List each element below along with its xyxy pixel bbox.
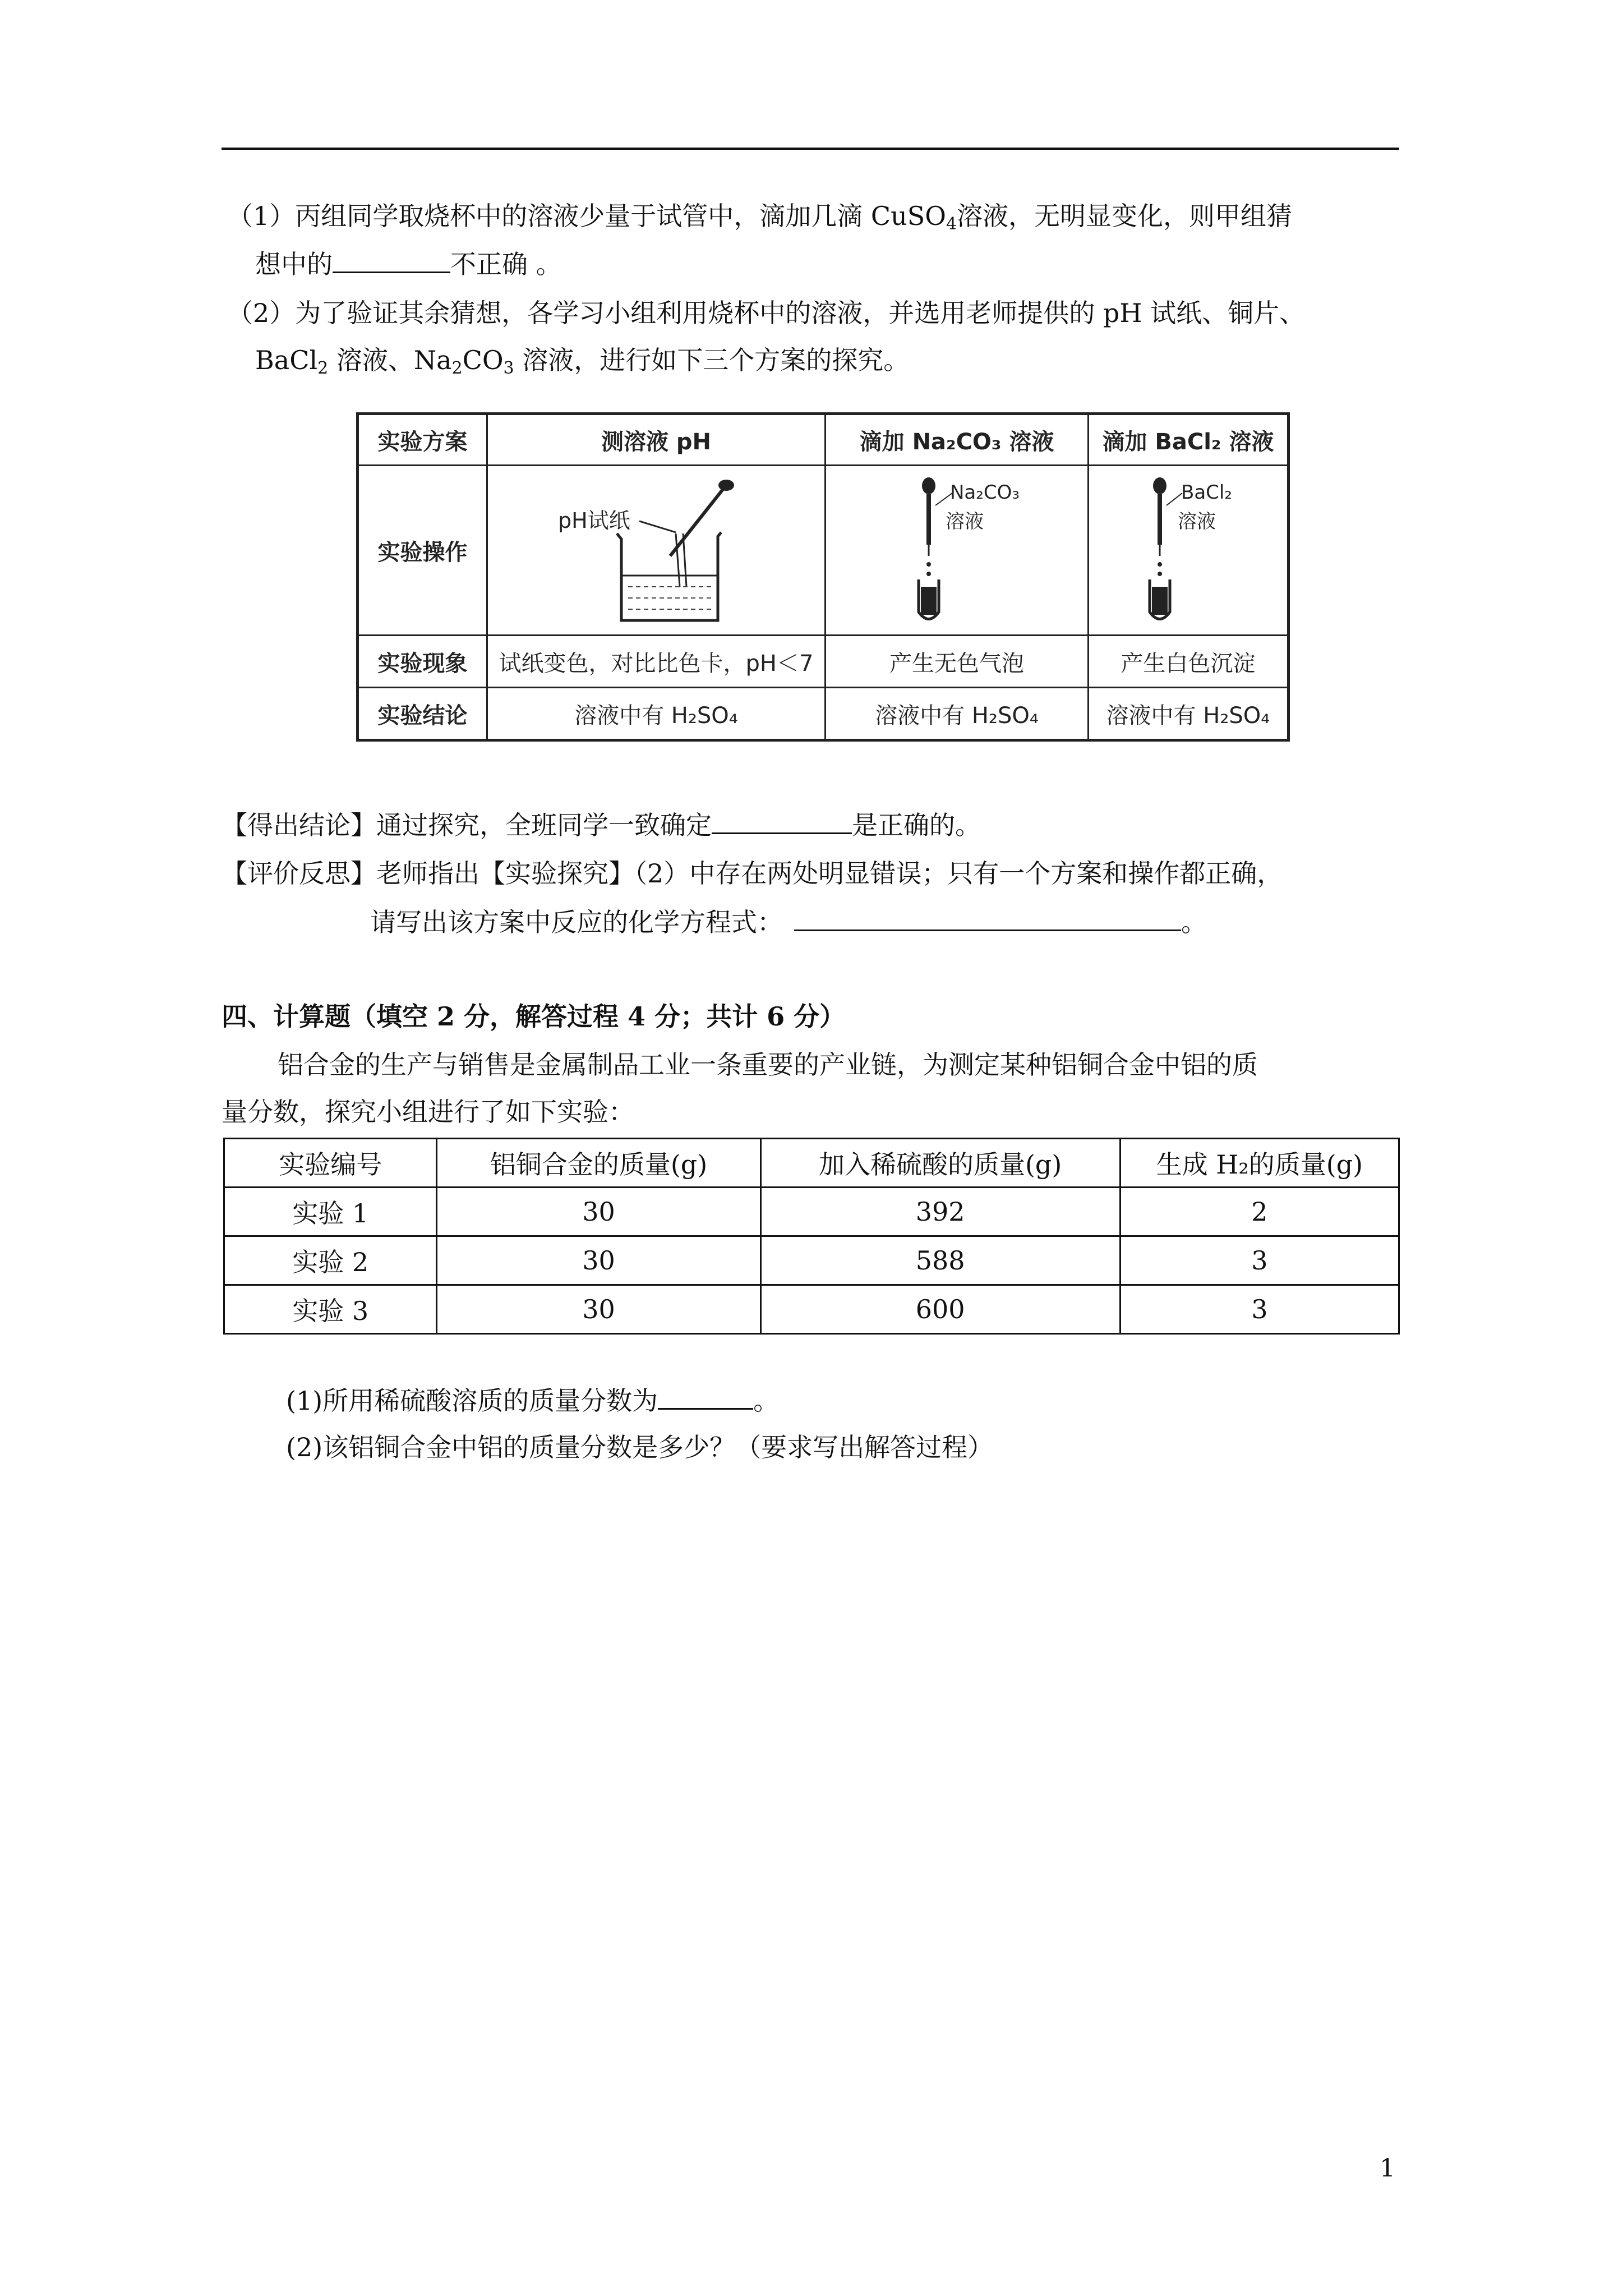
calc-question-2: (2)该铝铜合金中铝的质量分数是多少？（要求写出解答过程）: [286, 1432, 994, 1462]
data-cell: 588: [760, 1236, 1120, 1285]
na2co3-illustration-cell: [826, 466, 1089, 636]
table-row: [224, 1188, 1399, 1236]
q1-line2-post: 不正确 。: [450, 249, 562, 279]
experiment-table: [356, 412, 1290, 735]
experiment-operation-row: [358, 466, 1289, 636]
exp-conclusion-cell: 溶液中有 H₂SO₄: [487, 688, 825, 740]
data-header-row: [224, 1139, 1399, 1188]
na2co3-label: Na₂CO₃: [950, 481, 1020, 504]
answer-blank-equation[interactable]: [794, 905, 1181, 931]
bacl2-illustration-cell: [1088, 466, 1288, 636]
experiment-header-row: [358, 414, 1289, 466]
q2-sub3: 3: [503, 358, 514, 378]
dropper-test-tube-icon: [1126, 472, 1249, 629]
data-cell: 3: [1120, 1285, 1399, 1334]
ph-paper-label: pH试纸: [557, 508, 630, 533]
exp-header-cell: 测溶液 pH: [487, 414, 825, 466]
q2-co: CO: [462, 345, 504, 375]
data-cell: 30: [437, 1188, 760, 1236]
reflection-post: 。: [1181, 907, 1207, 937]
q2-tail: 溶液，进行如下三个方案的探究。: [514, 345, 910, 375]
answer-blank-3[interactable]: [658, 1383, 753, 1410]
table-row: [224, 1285, 1399, 1334]
beaker-illustration-cell: [487, 466, 825, 636]
data-cell: 30: [437, 1236, 760, 1285]
exp-header-cell: 滴加 BaCl₂ 溶液: [1088, 414, 1288, 466]
q1-line2-pre: 想中的: [255, 249, 333, 279]
data-header-cell: 铝铜合金的质量(g): [437, 1139, 760, 1188]
q2-line2: [255, 343, 909, 385]
q2-bacl: BaCl: [255, 345, 318, 375]
exp-conclusion-cell: 溶液中有 H₂SO₄: [1088, 688, 1288, 740]
exp-header-cell: 滴加 Na₂CO₃ 溶液: [826, 414, 1089, 466]
q2-sub2: 2: [451, 358, 463, 378]
exp-conclusion-cell: 溶液中有 H₂SO₄: [826, 688, 1089, 740]
exp-phenomenon-cell: 试纸变色，对比比色卡，pH＜7: [487, 636, 825, 688]
calc-q1-post: 。: [753, 1386, 780, 1416]
conclusion-post: 是正确的。: [852, 810, 981, 840]
reflection-pre: 请写出该方案中反应的化学方程式：: [370, 907, 783, 937]
na2co3-solution-label: 溶液: [946, 510, 984, 533]
conclusion-pre: 【得出结论】通过探究，全班同学一致确定: [222, 810, 712, 840]
data-header-cell: 生成 H₂的质量(g): [1120, 1139, 1399, 1188]
calc-question-1: [286, 1383, 779, 1418]
data-cell: 实验 3: [224, 1285, 437, 1334]
section4-title: 四、计算题（填空 2 分，解答过程 4 分；共计 6 分）: [222, 1001, 846, 1032]
q1-line1-tail: 溶液，无明显变化，则甲组猜: [957, 201, 1293, 231]
experiment-conclusion-row: [358, 688, 1289, 740]
conclusion-line: [222, 808, 981, 842]
bacl2-solution-label: 溶液: [1178, 510, 1216, 533]
q2-line1: （2）为了验证其余猜想，各学习小组利用烧杯中的溶液，并选用老师提供的 pH 试纸、铜片、: [227, 298, 1306, 328]
reflection-line2: [370, 905, 1207, 939]
exp-operation-label: 实验操作: [358, 466, 487, 636]
data-cell: 实验 2: [224, 1236, 437, 1285]
data-cell: 30: [437, 1285, 760, 1334]
q1-line1-text: （1）丙组同学取烧杯中的溶液少量于试管中，滴加几滴 CuSO: [227, 201, 946, 231]
data-cell: 600: [760, 1285, 1120, 1334]
dropper-test-tube-icon: [884, 472, 1030, 629]
data-table: [223, 1138, 1400, 1335]
data-cell: 392: [760, 1188, 1120, 1236]
page-number: 1: [1380, 2154, 1395, 2183]
data-header-cell: 实验编号: [224, 1139, 437, 1188]
data-cell: 2: [1120, 1188, 1399, 1236]
section4-intro1: 铝合金的生产与销售是金属制品工业一条重要的产业链，为测定某种铝铜合金中铝的质: [278, 1050, 1258, 1080]
header-rule: [222, 148, 1399, 150]
q1-line2: [255, 247, 562, 281]
beaker-ph-icon: [555, 472, 757, 629]
answer-blank-1[interactable]: [333, 247, 450, 273]
bacl2-label: BaCl₂: [1181, 481, 1233, 504]
q1-line1: [227, 199, 1292, 241]
reflection-line1: 【评价反思】老师指出【实验探究】（2）中存在两处明显错误；只有一个方案和操作都正确，: [222, 858, 1283, 889]
q2-sub1: 2: [317, 358, 329, 378]
experiment-phenomenon-row: [358, 636, 1289, 688]
exp-header-cell: 实验方案: [358, 414, 487, 466]
data-header-cell: 加入稀硫酸的质量(g): [760, 1139, 1120, 1188]
exp-phenomenon-label: 实验现象: [358, 636, 487, 688]
exp-phenomenon-cell: 产生无色气泡: [826, 636, 1089, 688]
exp-conclusion-label: 实验结论: [358, 688, 487, 740]
data-cell: 实验 1: [224, 1188, 437, 1236]
section4-intro2: 量分数，探究小组进行了如下实验：: [222, 1097, 634, 1127]
exp-phenomenon-cell: 产生白色沉淀: [1088, 636, 1288, 688]
q1-line1-sub: 4: [946, 214, 957, 234]
answer-blank-2[interactable]: [712, 808, 852, 834]
table-row: [224, 1236, 1399, 1285]
q2-na: 溶液、Na: [328, 345, 452, 375]
data-cell: 3: [1120, 1236, 1399, 1285]
calc-q1-pre: (1)所用稀硫酸溶质的质量分数为: [286, 1386, 658, 1416]
